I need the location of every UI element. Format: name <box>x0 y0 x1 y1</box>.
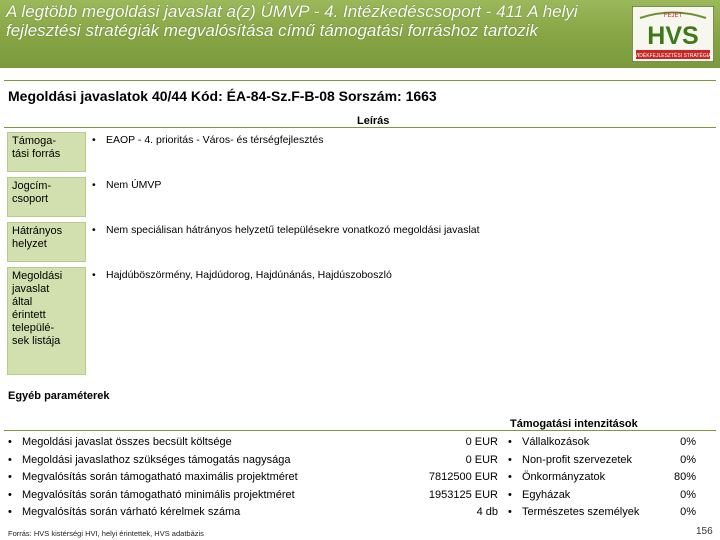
header-divider <box>4 80 716 81</box>
affected-settlements-text: • Hajdúböszörmény, Hajdúdorog, Hajdúnánás, Hajdúszoboszló <box>92 269 392 281</box>
intensity-row: • Egyházak 0% <box>508 488 696 501</box>
page-number: 156 <box>696 526 713 537</box>
intensity-row: • Természetes személyek 0% <box>508 506 696 518</box>
description-divider <box>4 127 716 128</box>
intensity-label: Természetes személyek <box>522 506 640 518</box>
param-label: Megvalósítás során támogatható maximális projektméret <box>22 471 298 483</box>
intensity-label: Non-profit szervezetek <box>522 453 633 466</box>
param-label: Megvalósítás során támogatható minimális projektméret <box>22 488 295 501</box>
header-banner <box>0 0 720 68</box>
intensity-value: 80% <box>673 471 696 483</box>
intensity-value: 0% <box>680 453 696 466</box>
other-params-heading: Egyéb paraméterek <box>8 390 110 402</box>
description-heading: Leírás <box>357 115 390 127</box>
intensity-label: Egyházak <box>522 488 571 501</box>
intensity-label: Vállalkozások <box>522 436 590 448</box>
disadvantaged-status-text: • Nem speciálisan hátrányos helyzetű településekre vonatkozó megoldási javaslat <box>92 224 480 236</box>
funding-source-text: • EAOP - 4. prioritás - Város- és térségfejlesztés <box>92 134 324 146</box>
support-intensity-heading: Támogatási intenzitások <box>510 418 638 430</box>
param-row: • Megvalósítás során támogatható minimális projektméret 1953125 EUR <box>8 488 498 501</box>
header-title: A legtöbb megoldási javaslat a(z) ÚMVP - 4. Intézkedéscsoport - 411 A helyi fejlesztési stratégiák megvalósítása című támogatási forráshoz tartozik <box>6 2 578 40</box>
param-value: 0 EUR <box>465 436 498 448</box>
param-row: • Megvalósítás során várható kérelmek száma 4 db <box>8 506 498 518</box>
intensity-row: • Vállalkozások 0% <box>508 436 696 448</box>
param-label: Megoldási javaslat összes becsült költsége <box>22 436 232 448</box>
label-funding-source: Támoga- tási forrás <box>7 132 86 172</box>
intensity-value: 0% <box>680 506 696 518</box>
claim-group-text: • Nem ÚMVP <box>92 179 162 191</box>
param-label: Megvalósítás során várható kérelmek száma <box>22 506 241 518</box>
intensity-row: • Non-profit szervezetek 0% <box>508 453 696 466</box>
label-disadvantaged-status: Hátrányos helyzet <box>7 222 86 262</box>
param-value: 0 EUR <box>465 453 498 466</box>
hvs-logo <box>632 6 714 62</box>
params-list <box>8 436 498 524</box>
label-affected-settlements: Megoldási javaslat által érintett települé- sek listája <box>7 267 86 375</box>
intensity-value: 0% <box>680 488 696 501</box>
intensity-list <box>508 436 696 524</box>
logo-main-text: HVS <box>647 22 699 50</box>
intensity-row: • Önkormányzatok 80% <box>508 471 696 483</box>
param-value: 1953125 EUR <box>428 488 498 501</box>
page-subtitle: Megoldási javaslatok 40/44 Kód: ÉA-84-Sz.F-B-08 Sorszám: 1663 <box>8 88 437 104</box>
param-label: Megoldási javaslathoz szükséges támogatás nagysága <box>22 453 291 466</box>
param-row: • Megvalósítás során támogatható maximális projektméret 7812500 EUR <box>8 471 498 483</box>
params-divider <box>4 430 716 431</box>
param-value: 7812500 EUR <box>428 471 498 483</box>
logo-top-text: FEJET <box>663 13 683 19</box>
param-row: • Megoldási javaslathoz szükséges támogatás nagysága 0 EUR <box>8 453 498 466</box>
source-footnote: Forrás: HVS kistérségi HVI, helyi érintettek, HVS adatbázis <box>8 529 204 538</box>
param-value: 4 db <box>476 506 498 518</box>
intensity-label: Önkormányzatok <box>522 471 606 483</box>
label-claim-group: Jogcím- csoport <box>7 177 86 217</box>
param-row: • Megoldási javaslat összes becsült költsége 0 EUR <box>8 436 498 448</box>
intensity-value: 0% <box>680 436 696 448</box>
logo-bottom-text: VIDÉKFEJLESZTÉSI STRATÉGIA <box>634 53 712 59</box>
